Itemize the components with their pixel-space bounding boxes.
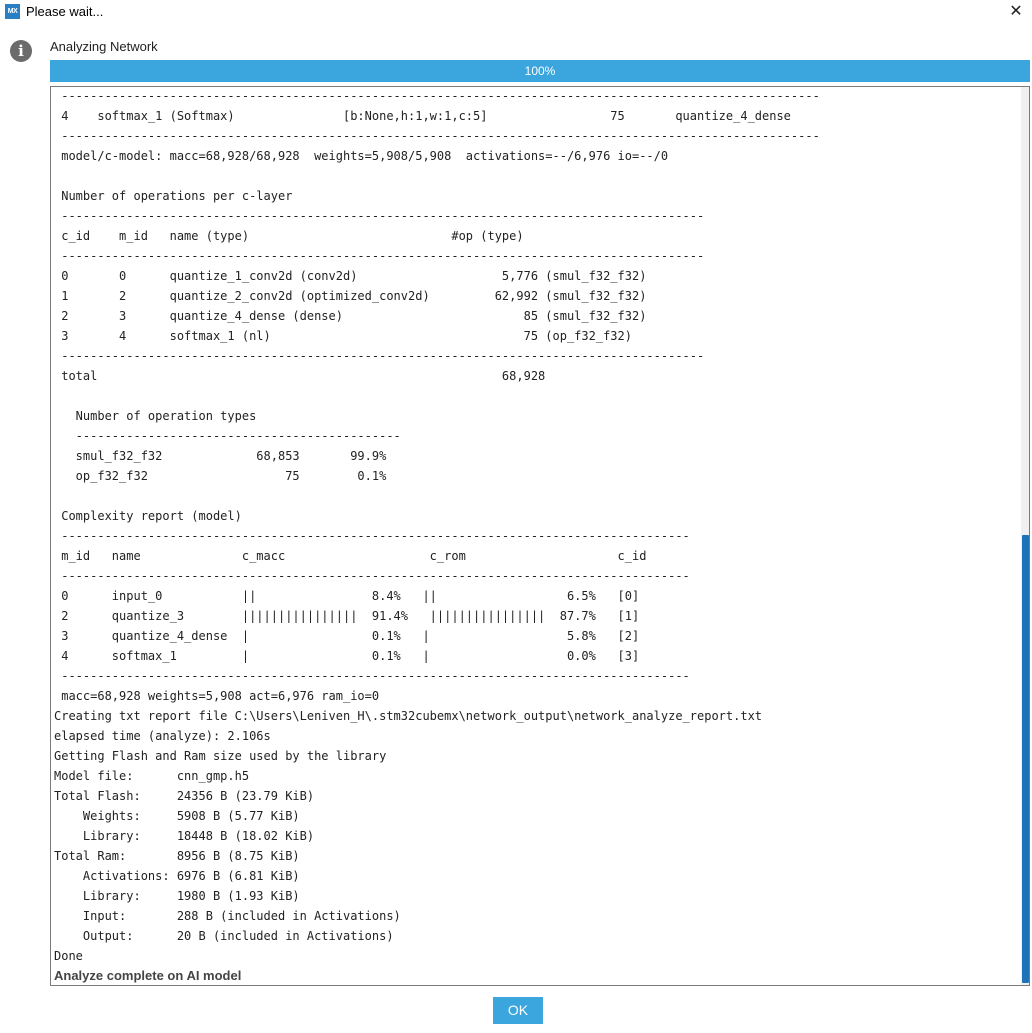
vertical-scrollbar[interactable] bbox=[1021, 87, 1029, 985]
log-line: Total Flash: 24356 B (23.79 KiB) bbox=[54, 789, 315, 803]
progress-label: 100% bbox=[524, 64, 556, 78]
title-bar bbox=[0, 0, 1032, 24]
info-icon: i bbox=[10, 40, 32, 62]
close-button[interactable]: ✕ bbox=[1009, 3, 1023, 20]
log-line: elapsed time (analyze): 2.106s bbox=[54, 729, 271, 743]
log-line: Complexity report (model) bbox=[54, 509, 242, 523]
log-line: macc=68,928 weights=5,908 act=6,976 ram_io=0 bbox=[54, 689, 380, 703]
log-line: op_f32_f32 75 0.1% bbox=[54, 469, 387, 483]
log-final-line: Analyze complete on AI model bbox=[54, 968, 242, 983]
log-line bbox=[54, 166, 1016, 186]
log-line bbox=[54, 386, 1016, 406]
log-line: total 68,928 bbox=[54, 369, 546, 383]
scrollbar-thumb[interactable] bbox=[1022, 535, 1029, 983]
log-line: c_id m_id name (type) #op (type) bbox=[54, 229, 524, 243]
log-line bbox=[54, 486, 1016, 506]
log-line: Getting Flash and Ram size used by the library bbox=[54, 749, 387, 763]
log-line: --------------------------------------------------------------------------------------- bbox=[54, 569, 690, 583]
log-line: 3 quantize_4_dense | 0.1% | 5.8% [2] bbox=[54, 629, 640, 643]
log-line: --------------------------------------------------------------------------------------- bbox=[54, 669, 690, 683]
log-line: Output: 20 B (included in Activations) bbox=[54, 929, 394, 943]
log-line: Number of operations per c-layer bbox=[54, 189, 293, 203]
log-line: 0 input_0 || 8.4% || 6.5% [0] bbox=[54, 589, 640, 603]
log-line: model/c-model: macc=68,928/68,928 weights=5,908/5,908 activations=--/6,976 io=--/0 bbox=[54, 149, 669, 163]
app-logo-icon: MX bbox=[5, 4, 20, 19]
log-line: Library: 1980 B (1.93 KiB) bbox=[54, 889, 300, 903]
log-line: 0 0 quantize_1_conv2d (conv2d) 5,776 (smul_f32_f32) bbox=[54, 269, 647, 283]
log-line: --------------------------------------------------------------------------------------- bbox=[54, 529, 690, 543]
log-line: Input: 288 B (included in Activations) bbox=[54, 909, 401, 923]
log-line: Total Ram: 8956 B (8.75 KiB) bbox=[54, 849, 300, 863]
log-line: 4 softmax_1 | 0.1% | 0.0% [3] bbox=[54, 649, 640, 663]
log-line: m_id name c_macc c_rom c_id bbox=[54, 549, 647, 563]
log-line: ----------------------------------------------------------------------------------------- bbox=[54, 249, 705, 263]
window-title: Please wait... bbox=[26, 4, 104, 19]
log-line: ----------------------------------------------------------------------------------------- bbox=[54, 349, 705, 363]
dialog-heading: Analyzing Network bbox=[50, 39, 158, 54]
log-content bbox=[54, 86, 1016, 986]
log-line: --------------------------------------------- bbox=[54, 429, 401, 443]
progress-bar bbox=[50, 60, 1030, 82]
log-line: Number of operation types bbox=[54, 409, 257, 423]
log-line: Activations: 6976 B (6.81 KiB) bbox=[54, 869, 300, 883]
log-line: Weights: 5908 B (5.77 KiB) bbox=[54, 809, 300, 823]
log-line: smul_f32_f32 68,853 99.9% bbox=[54, 449, 387, 463]
log-line: 3 4 softmax_1 (nl) 75 (op_f32_f32) bbox=[54, 329, 632, 343]
log-line: ----------------------------------------------------------------------------------------- bbox=[54, 209, 705, 223]
ok-button[interactable]: OK bbox=[493, 997, 543, 1024]
log-line: Creating txt report file C:\Users\Leniven_H\.stm32cubemx\network_output\network_analyze_report.txt bbox=[54, 709, 763, 723]
log-line: 2 3 quantize_4_dense (dense) 85 (smul_f32_f32) bbox=[54, 309, 647, 323]
log-line: --------------------------------------------------------------------------------------------------------- bbox=[54, 89, 820, 103]
log-line: Model file: cnn_gmp.h5 bbox=[54, 769, 250, 783]
log-output-area[interactable] bbox=[50, 86, 1030, 986]
log-line: Library: 18448 B (18.02 KiB) bbox=[54, 829, 315, 843]
log-line: 1 2 quantize_2_conv2d (optimized_conv2d) 62,992 (smul_f32_f32) bbox=[54, 289, 647, 303]
log-line: Done bbox=[54, 949, 83, 963]
log-line: 4 softmax_1 (Softmax) [b:None,h:1,w:1,c:5] 75 quantize_4_dense bbox=[54, 109, 791, 123]
log-line: 2 quantize_3 |||||||||||||||| 91.4% |||||||||||||||| 87.7% [1] bbox=[54, 609, 640, 623]
log-line: --------------------------------------------------------------------------------------------------------- bbox=[54, 129, 820, 143]
